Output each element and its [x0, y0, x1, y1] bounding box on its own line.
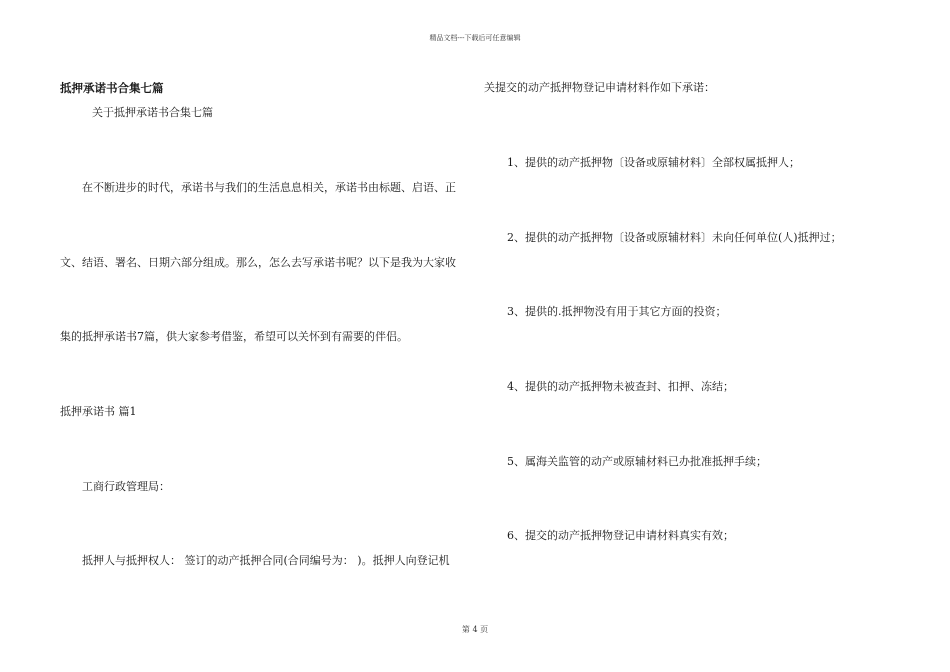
- intro-paragraph-line-3: 集的抵押承诺书7篇，供大家参考借鉴，希望可以关怀到有需要的伴侣。: [60, 330, 408, 343]
- letter-body-line-1: 抵押人与抵押权人： 签订的动产抵押合同(合同编号为： )。抵押人向登记机: [82, 554, 450, 567]
- intro-paragraph-line-1: 在不断进步的时代，承诺书与我们的生活息息相关，承诺书由标题、启语、正: [82, 181, 456, 194]
- page-number: 第 4 页: [461, 625, 489, 634]
- commitment-item: 3、提供的.抵押物没有用于其它方面的投资；: [507, 305, 727, 318]
- document-title: 抵押承诺书合集七篇: [60, 81, 164, 95]
- document-subtitle: 关于抵押承诺书合集七篇: [92, 106, 213, 119]
- letter-recipient: 工商行政管理局：: [82, 480, 170, 493]
- commitment-item: 6、提交的动产抵押物登记申请材料真实有效；: [507, 529, 734, 542]
- section-heading: 抵押承诺书 篇1: [60, 405, 137, 418]
- intro-paragraph-line-2: 文、结语、署名、日期六部分组成。那么，怎么去写承诺书呢？以下是我为大家收: [60, 256, 456, 269]
- commitment-item: 4、提供的动产抵押物未被查封、扣押、冻结；: [507, 380, 734, 393]
- commitment-item: 1、提供的动产抵押物〔设备或原辅材料〕全部权属抵押人；: [507, 156, 800, 169]
- letter-body-continuation: 关提交的动产抵押物登记申请材料作如下承诺：: [484, 81, 715, 94]
- commitment-item: 2、提供的动产抵押物〔设备或原辅材料〕未向任何单位(人)抵押过；: [507, 231, 842, 244]
- commitment-item: 5、属海关监管的动产或原辅材料已办批准抵押手续；: [507, 455, 767, 468]
- page-header-note: 精品文档---下载后可任意编辑: [429, 34, 521, 42]
